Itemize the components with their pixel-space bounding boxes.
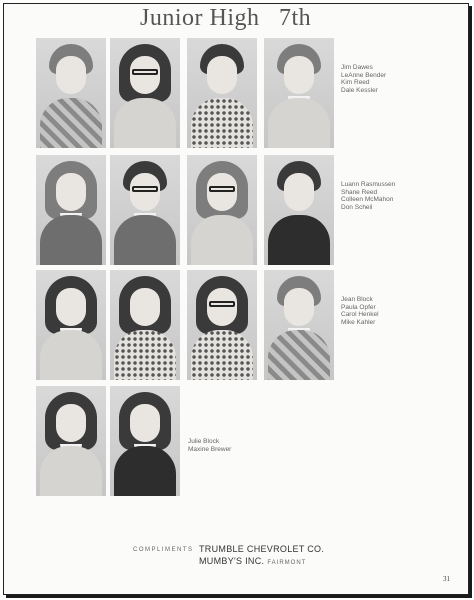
student-name: Jim Dawes — [341, 64, 373, 71]
student-name: Kim Reed — [341, 79, 370, 86]
student-photo — [36, 155, 106, 265]
name-list — [341, 64, 386, 94]
student-photo — [187, 270, 257, 380]
student-photo — [264, 155, 334, 265]
student-name: Luann Rasmussen — [341, 181, 396, 188]
page-number: 31 — [443, 575, 450, 583]
student-photo — [110, 38, 180, 148]
sponsor-line-1: TRUMBLE CHEVROLET CO. — [199, 544, 325, 554]
student-name: Jean Block — [341, 296, 373, 303]
student-name: Don Scheil — [341, 203, 373, 211]
student-name: Paula Opfer — [341, 303, 376, 311]
student-photo — [187, 38, 257, 148]
student-name: Colleen McMahon — [341, 196, 394, 203]
student-name: Maxine Brewer — [188, 445, 232, 453]
name-list — [341, 181, 395, 211]
student-photo — [110, 386, 180, 496]
student-photo — [36, 386, 106, 496]
student-name: Dale Kessler — [341, 86, 378, 94]
sponsor-town: FAIRMONT — [267, 560, 307, 566]
name-list — [341, 296, 379, 326]
student-name: Julie Block — [188, 438, 220, 445]
student-photo — [110, 155, 180, 265]
student-name: LeAnne Bender — [341, 71, 387, 79]
sponsor-line-2 — [199, 556, 306, 566]
name-list — [188, 438, 231, 453]
sponsor-name: MUMBY'S INC. — [199, 556, 265, 566]
student-name: Shane Reed — [341, 188, 378, 196]
compliments-label: COMPLIMENTS — [133, 547, 194, 553]
student-photo — [264, 38, 334, 148]
student-photo — [187, 155, 257, 265]
student-photo — [110, 270, 180, 380]
page-title: Junior High 7th — [140, 5, 312, 31]
student-name: Carol Henkel — [341, 311, 379, 318]
student-photo — [264, 270, 334, 380]
student-name: Mike Kahler — [341, 318, 376, 326]
student-photo — [36, 270, 106, 380]
student-photo — [36, 38, 106, 148]
